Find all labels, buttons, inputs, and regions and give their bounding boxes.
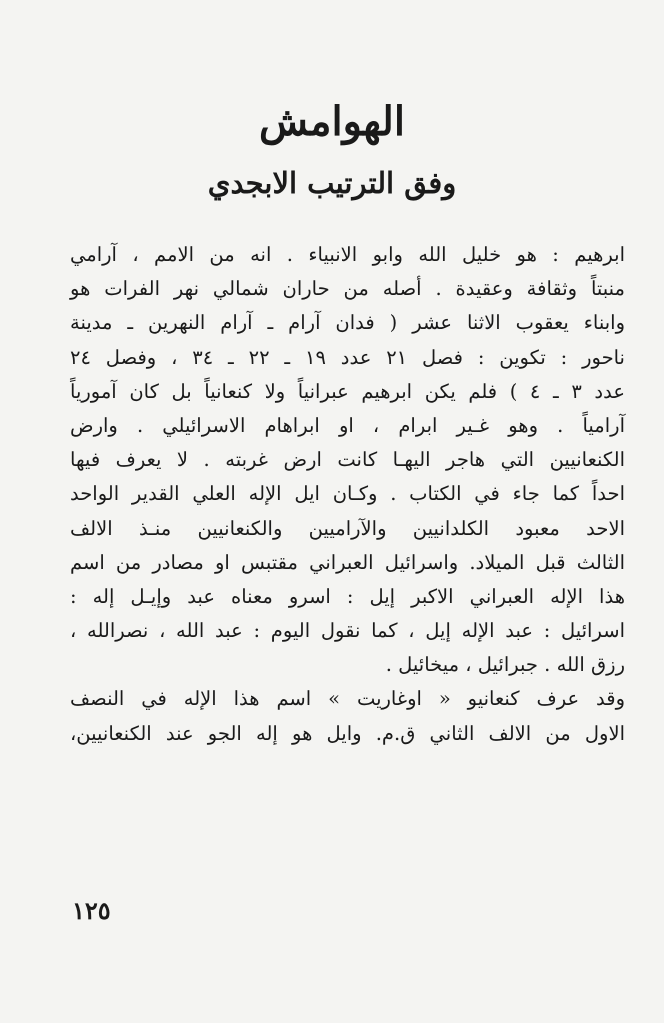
text-line: الكنعانيين التي هاجر اليهـا كانت ارض غربته . لا يعرف فيها bbox=[70, 448, 625, 472]
text-line: الثالث قبل الميلاد. واسرائيل العبراني مقتبس او مصادر من اسم bbox=[70, 550, 625, 574]
text-line: اسرائيل : عبد الإله إيل ، كما نقول اليوم : عبد الله ، نصرالله ، bbox=[70, 619, 625, 643]
text-line: ابرهيم : هو خليل الله وابو الانبياء . انه من الامم ، آرامي bbox=[70, 243, 625, 266]
body-text bbox=[70, 238, 625, 751]
text-line: الاول من الالف الثاني ق.م. وايل هو إله الجو عند الكنعانيين، bbox=[70, 721, 625, 745]
text-line: الاحد معبود الكلدانيين والآراميين والكنعانيين منـذ الالف bbox=[70, 516, 625, 540]
page-subtitle: وفق الترتيب الابجدي bbox=[207, 166, 457, 200]
text-line: وابناء يعقوب الاثنا عشر ( فدان آرام ـ آرام النهرين ـ مدينة bbox=[70, 311, 625, 335]
text-line: ناحور : تكوين : فصل ٢١ عدد ١٩ ـ ٢٢ ـ ٣٤ ، وفصل ٢٤ bbox=[70, 345, 625, 369]
text-line: هذا الإله العبراني الاكبر إيل : اسرو معناه عبد وإيـل إله : bbox=[70, 584, 625, 608]
page-number: ١٢٥ bbox=[72, 896, 111, 925]
text-line: منبتاً وثقافة وعقيدة . أصله من حاران شمالي نهر الفرات هو bbox=[70, 277, 625, 301]
text-line: احداً كما جاء في الكتاب . وكـان ايل الإله العلي القدير الواحد bbox=[70, 482, 625, 506]
text-line: عدد ٣ ـ ٤ ) فلم يكن ابرهيم عبرانياً ولا كنعانياً بل كان آمورياً bbox=[70, 379, 625, 403]
text-line: آرامياً . وهو غـير ابرام ، او ابراهام الاسرائيلي . وارض bbox=[70, 413, 625, 437]
page-title: الهوامش bbox=[259, 98, 405, 145]
text-line: رزق الله . جبرائيل ، ميخائيل . bbox=[385, 653, 625, 677]
text-line: وقد عرف كنعانيو « اوغاريت » اسم هذا الإله في النصف bbox=[70, 687, 625, 711]
